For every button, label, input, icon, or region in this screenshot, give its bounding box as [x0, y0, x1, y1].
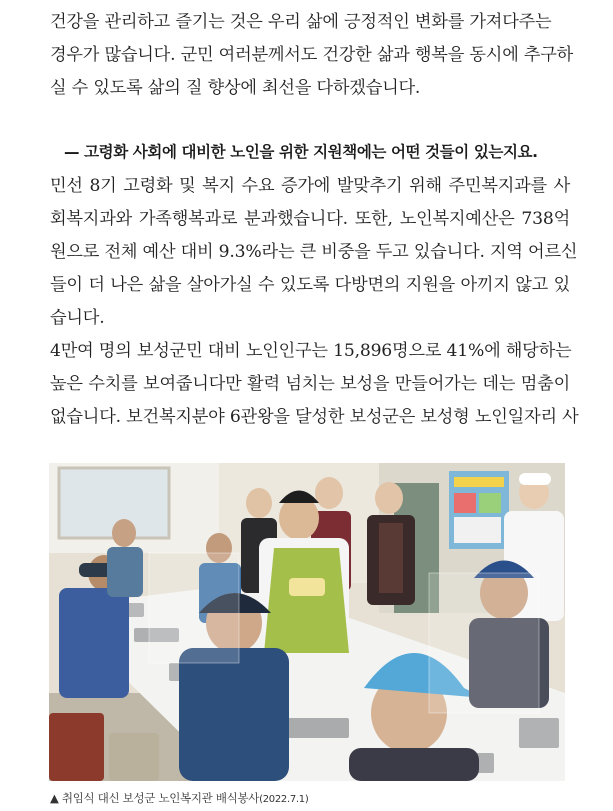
paragraph-line: 습니다.: [50, 308, 105, 328]
paragraph-line: 민선 8기 고령화 및 복지 수요 증가에 발맞추기 위해 주민복지과를 사: [50, 176, 570, 196]
interview-question: — 고령화 사회에 대비한 노인을 위한 지원책에는 어떤 것들이 있는지요.: [64, 143, 538, 161]
paragraph-line: 회복지과와 가족행복과로 분과했습니다. 또한, 노인복지예산은 738억: [50, 209, 570, 229]
photo-caption: [50, 790, 308, 806]
caption-date: (2022.7.1): [259, 794, 309, 805]
caption-marker: ▲: [50, 791, 59, 805]
paragraph-line: 건강을 관리하고 즐기는 것은 우리 삶에 긍정적인 변화를 가져다주는: [50, 12, 552, 32]
paragraph-line: 들이 더 나은 삶을 살아가실 수 있도록 다방면의 지원을 아끼지 않고 있: [50, 275, 570, 295]
paragraph-line: 경우가 많습니다. 군민 여러분께서도 건강한 삶과 행복을 동시에 추구하: [50, 45, 574, 65]
caption-text: 취임식 대신 보성군 노인복지관 배식봉사: [61, 791, 260, 805]
paragraph-line: 높은 수치를 보여줍니다만 활력 넘치는 보성을 만들어가는 데는 멈춤이: [50, 374, 570, 394]
paragraph-line: 없습니다. 보건복지분야 6관왕을 달성한 보성군은 보성형 노인일자리 사: [50, 407, 579, 427]
paragraph-line: 실 수 있도록 삶의 질 향상에 최선을 다하겠습니다.: [50, 78, 421, 98]
paragraph-line: 4만여 명의 보성군민 대비 노인인구는 15,896명으로 41%에 해당하는: [50, 341, 572, 361]
volunteer-meal-photo: [49, 463, 565, 781]
photo-illustration: [49, 463, 565, 781]
paragraph-line: 원으로 전체 예산 대비 9.3%라는 큰 비중을 두고 있습니다. 지역 어르신: [50, 242, 578, 262]
